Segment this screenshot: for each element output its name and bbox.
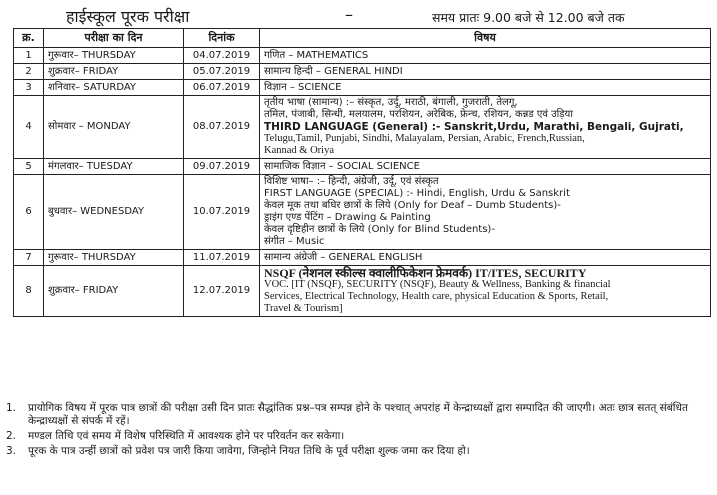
row-sr: 4 xyxy=(14,96,44,159)
subject-line: VOC. [IT (NSQF), SECURITY (NSQF), Beauty & Wellness, Banking & financial xyxy=(264,279,611,290)
table-row xyxy=(14,64,711,80)
subject-line: THIRD LANGUAGE (General) :- Sanskrit,Urdu, Marathi, Bengali, Gujrati, xyxy=(264,121,684,133)
subject-line: Services, Electrical Technology, Health care, physical Education & Sports, Retail, xyxy=(264,291,609,302)
row-sr: 3 xyxy=(14,80,44,96)
note-text: पूरक के पात्र उन्हीं छात्रों को प्रवेश पत्र जारी किया जावेगा, जिन्होने नियत तिथि के पूर्व परीक्षा शुल्क जमा कर दिया हो। xyxy=(28,445,470,457)
schedule-header xyxy=(0,3,717,27)
row-subject xyxy=(260,250,711,266)
row-subject xyxy=(260,80,711,96)
row-subject xyxy=(260,266,711,317)
row-day: शुक्रवार– FRIDAY xyxy=(44,64,184,80)
table-row xyxy=(14,48,711,64)
table-row xyxy=(14,250,711,266)
subject-line: सामान्य हिन्दी – GENERAL HINDI xyxy=(264,65,403,77)
subject-line: Telugu,Tamil, Punjabi, Sindhi, Malayalam, Persian, Arabic, French,Russian, xyxy=(264,133,585,144)
row-date: 10.07.2019 xyxy=(184,175,260,250)
row-date: 04.07.2019 xyxy=(184,48,260,64)
note-number: 1. xyxy=(6,402,17,414)
row-subject xyxy=(260,159,711,175)
subject-line: Kannad & Oriya xyxy=(264,145,334,156)
row-subject xyxy=(260,175,711,250)
subject-line: गणित – MATHEMATICS xyxy=(264,49,369,61)
row-day: सोमवार – MONDAY xyxy=(44,96,184,159)
row-sr: 7 xyxy=(14,250,44,266)
subject-line: केवल दृष्टिहीन छात्रों के लिये (Only for Blind Students)- xyxy=(264,224,495,235)
row-date: 11.07.2019 xyxy=(184,250,260,266)
col-header-subject: विषय xyxy=(260,29,711,48)
notes-section xyxy=(6,402,712,460)
subject-line: FIRST LANGUAGE (SPECIAL) :- Hindi, English, Urdu & Sanskrit xyxy=(264,188,570,199)
subject-line: संगीत – Music xyxy=(264,236,325,247)
row-day: गुरूवार– THURSDAY xyxy=(44,250,184,266)
row-date: 05.07.2019 xyxy=(184,64,260,80)
note-text: मण्डल तिथि एवं समय में विशेष परिस्थिति में आवश्यक होने पर परिवर्तन कर सकेगा। xyxy=(28,430,345,442)
row-date: 08.07.2019 xyxy=(184,96,260,159)
note-item xyxy=(6,402,712,428)
subject-line: केवल मूक तथा बधिर छात्रों के लिये (Only for Deaf – Dumb Students)- xyxy=(264,200,561,211)
row-day: शुक्रवार– FRIDAY xyxy=(44,266,184,317)
table-row xyxy=(14,266,711,317)
table-row xyxy=(14,175,711,250)
subject-line: NSQF (नेशनल स्कील्स क्वालीफिकेशन फ्रेमवर्क) IT/ITES, SECURITY xyxy=(264,266,587,280)
note-item xyxy=(6,430,712,443)
row-subject xyxy=(260,96,711,159)
note-number: 2. xyxy=(6,430,17,442)
header-dash: – xyxy=(345,5,353,24)
row-sr: 6 xyxy=(14,175,44,250)
note-text: प्रायोगिक विषय में पूरक पात्र छात्रों की परीक्षा उसी दिन प्रातः सैद्धांतिक प्रश्न–पत्र सम्पन्न होने के पश्चात् अपरांह में केन्द्राध्यक्षों द्वारा सम्पादित की जाएगी। अतः छात्र सतत् संबंधित केन्द्राध्यक्षों से संपर्क में रहें। xyxy=(28,402,688,427)
subject-line: ड्राइंग एण्ड पेंटिंग – Drawing & Painting xyxy=(264,212,431,223)
row-day: गुरूवार– THURSDAY xyxy=(44,48,184,64)
row-sr: 8 xyxy=(14,266,44,317)
table-header-row xyxy=(14,29,711,48)
subject-line: विज्ञान – SCIENCE xyxy=(264,81,342,93)
table-row xyxy=(14,159,711,175)
col-header-day: परीक्षा का दिन xyxy=(44,29,184,48)
row-day: मंगलवार– TUESDAY xyxy=(44,159,184,175)
subject-line: विशिष्ट भाषा– :– हिन्दी, अंग्रेजी, उर्दू, एवं संस्कृत xyxy=(264,176,439,187)
subject-line: Travel & Tourism] xyxy=(264,303,343,314)
row-subject xyxy=(260,64,711,80)
table-row xyxy=(14,96,711,159)
exam-time: समय प्रातः 9.00 बजे से 12.00 बजे तक xyxy=(432,10,625,25)
note-number: 3. xyxy=(6,445,17,457)
subject-line: सामान्य अंग्रेजी – GENERAL ENGLISH xyxy=(264,251,423,263)
row-sr: 5 xyxy=(14,159,44,175)
note-item xyxy=(6,445,712,458)
row-date: 06.07.2019 xyxy=(184,80,260,96)
subject-line: तमिल, पंजाबी, सिन्धी, मलयालम, परशियन, अरेबिक, फ्रेन्च, रशियन, कन्नड एवं उड़िया xyxy=(264,109,573,120)
subject-line: तृतीय भाषा (सामान्य) :– संस्कृत, उर्दू, मराठी, बंगाली, गुजराती, तेलगू, xyxy=(264,97,518,108)
row-date: 09.07.2019 xyxy=(184,159,260,175)
col-header-sr: क्र. xyxy=(14,29,44,48)
row-day: बुधवार– WEDNESDAY xyxy=(44,175,184,250)
row-sr: 2 xyxy=(14,64,44,80)
table-row xyxy=(14,80,711,96)
row-subject xyxy=(260,48,711,64)
subject-line: सामाजिक विज्ञान – SOCIAL SCIENCE xyxy=(264,160,420,172)
exam-title: हाईस्कूल पूरक परीक्षा xyxy=(66,7,190,26)
col-header-date: दिनांक xyxy=(184,29,260,48)
row-day: शनिवार– SATURDAY xyxy=(44,80,184,96)
schedule-table xyxy=(13,28,711,317)
row-sr: 1 xyxy=(14,48,44,64)
row-date: 12.07.2019 xyxy=(184,266,260,317)
